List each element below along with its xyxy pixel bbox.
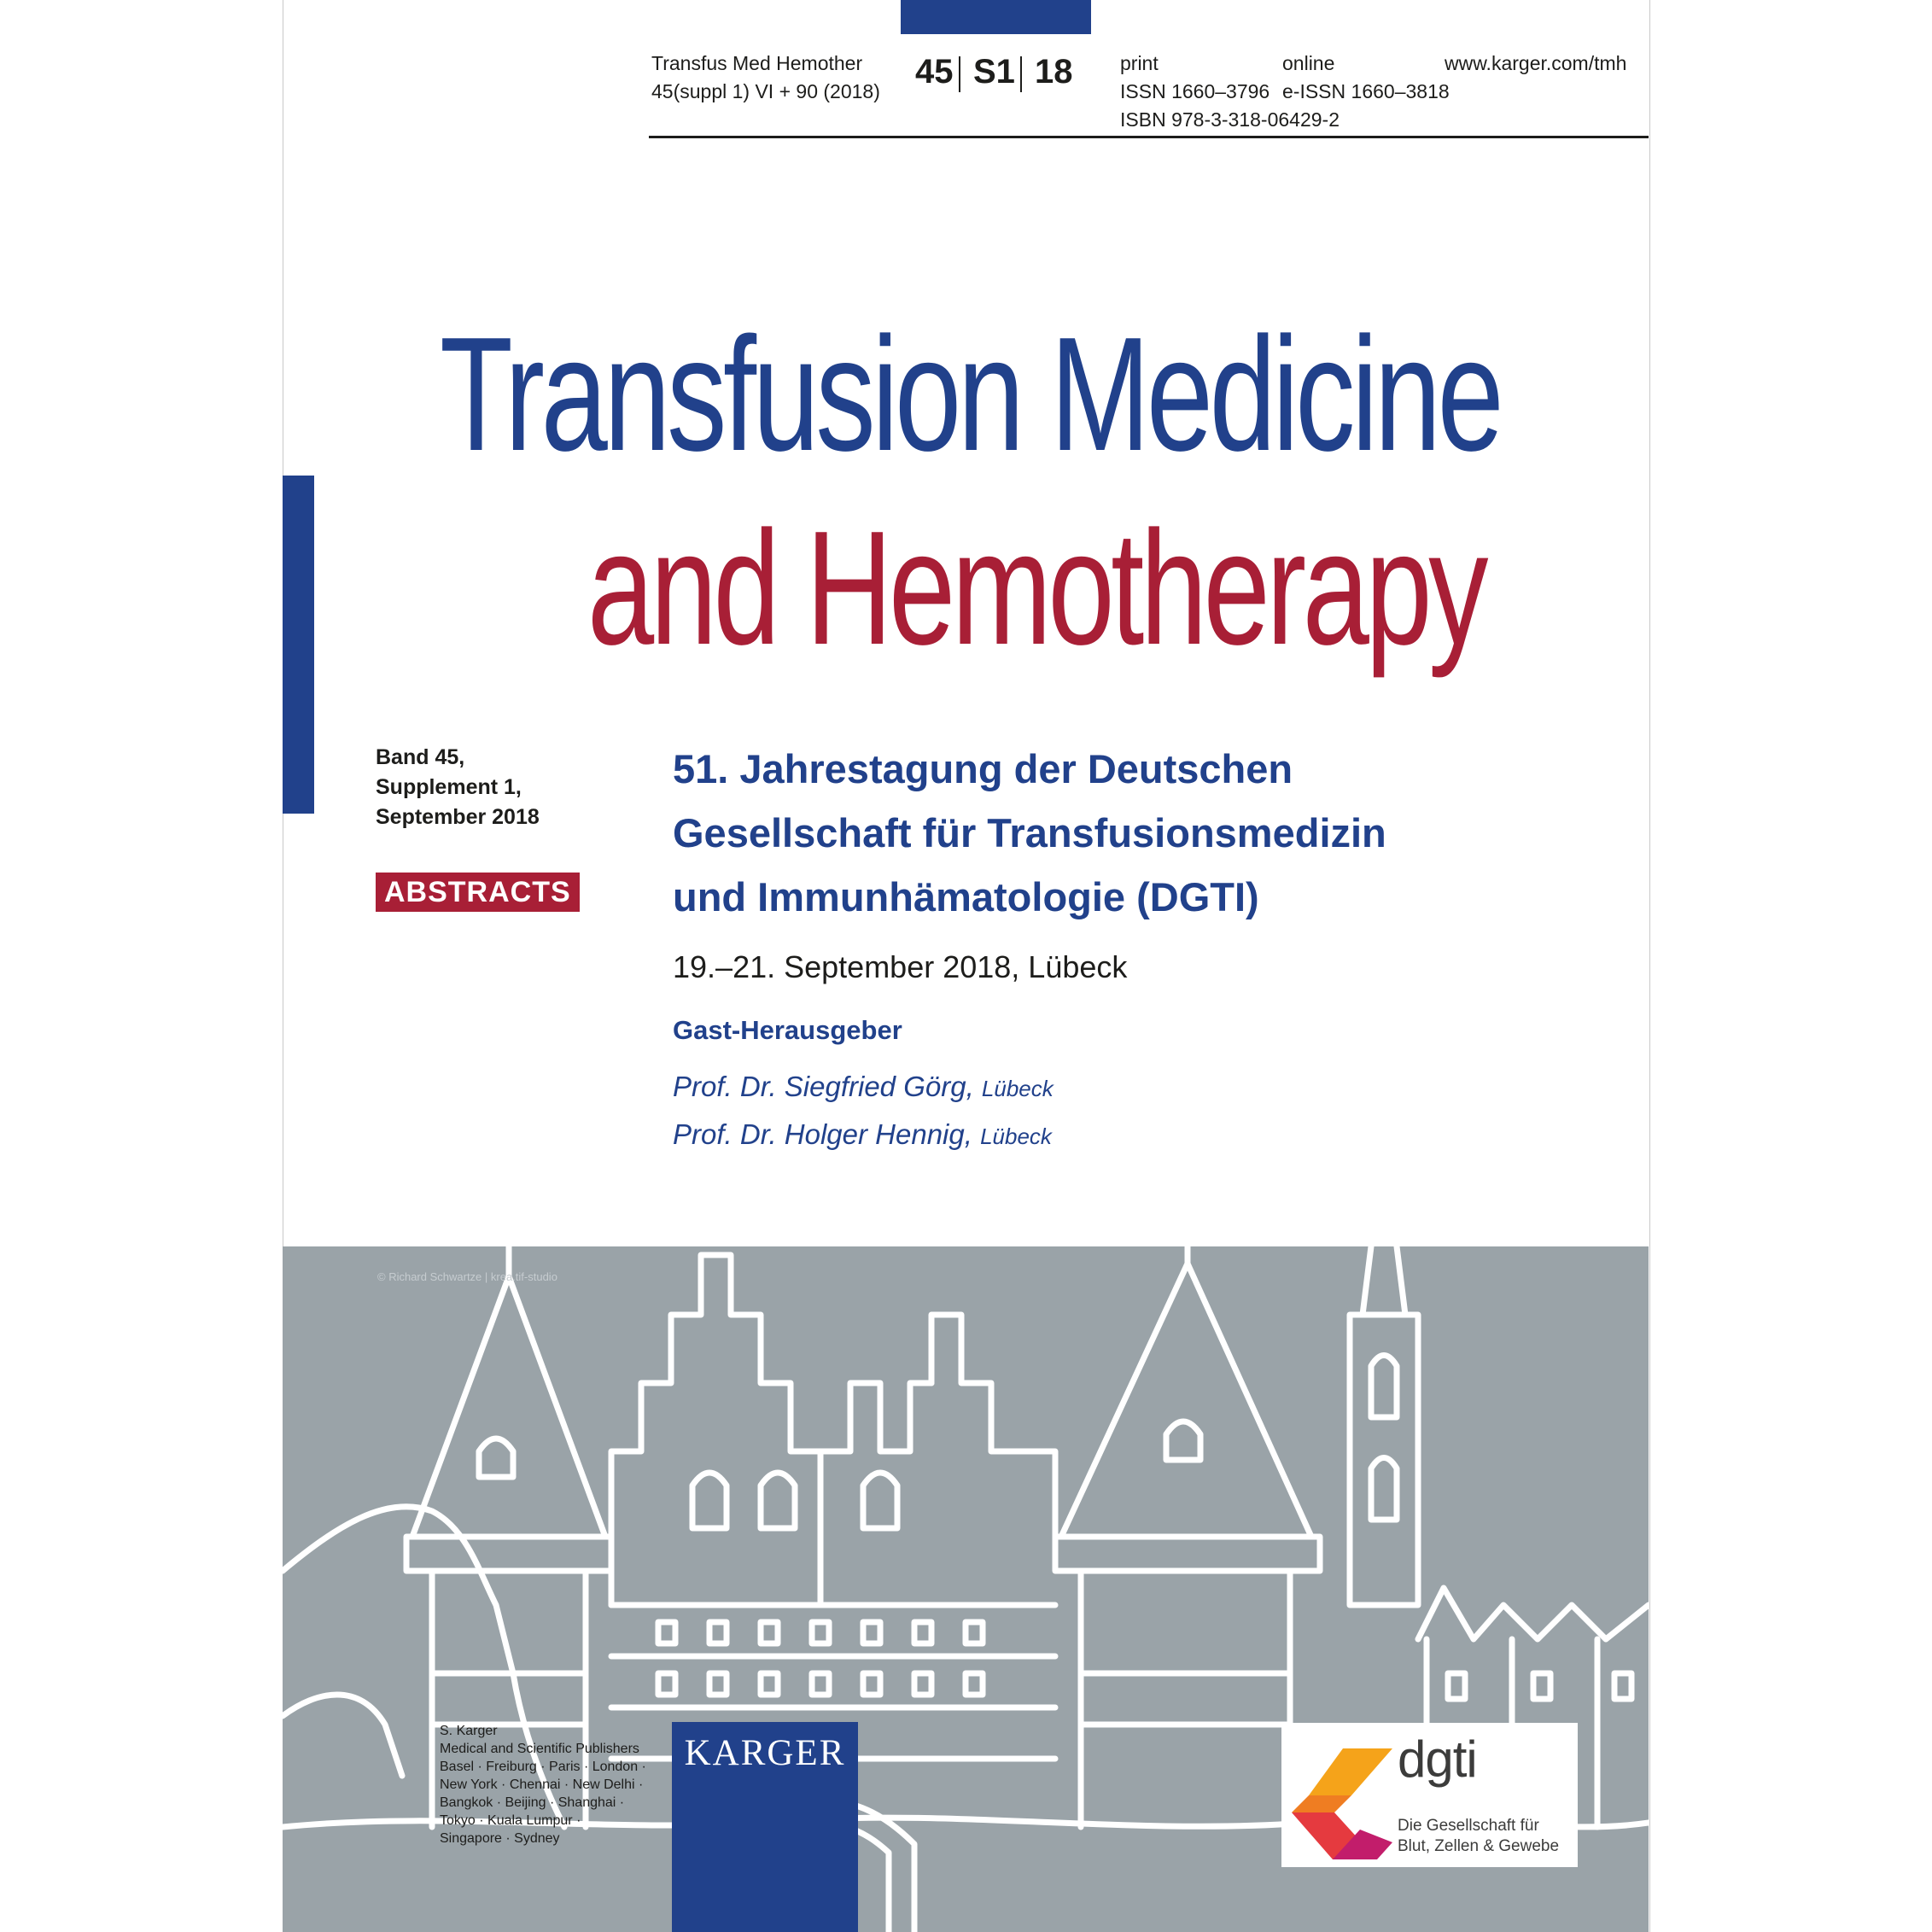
print-issn: ISSN 1660–3796 [1120,80,1270,102]
divider [959,56,960,92]
left-accent-bar [283,476,314,814]
volume-number: 45 [915,53,954,90]
publisher-info [440,1722,646,1847]
issue-band: Band 45, [376,745,465,769]
dgti-logo [1281,1723,1578,1867]
issue-supplement: Supplement 1, [376,775,522,799]
dgti-tagline-1: Die Gesellschaft für [1398,1817,1539,1835]
karger-logo [672,1722,858,1932]
online-label: online [1282,52,1335,74]
issue-date: September 2018 [376,805,540,829]
citation: 45(suppl 1) VI + 90 (2018) [651,80,880,102]
isbn: ISBN 978-3-318-06429-2 [1120,108,1340,131]
image-credit: © Richard Schwartze | krea.tif-studio [377,1270,557,1283]
publisher-line: Bangkok · Beijing · Shanghai · [440,1795,625,1810]
publisher-line: Basel · Freiburg · Paris · London · [440,1760,646,1774]
publisher-line: New York · Chennai · New Delhi · [440,1777,644,1792]
dgti-tagline-2: Blut, Zellen & Gewebe [1398,1837,1560,1855]
top-accent-bar [901,0,1091,34]
header-rule [649,136,1649,138]
editor-name: Prof. Dr. Siegfried Görg, [673,1071,974,1102]
conference-title-line1: 51. Jahrestagung der Deutschen [673,746,1293,791]
editor-name: Prof. Dr. Holger Hennig, [673,1118,972,1150]
editor-1 [673,1071,1054,1103]
publisher-line: Medical and Scientific Publishers [440,1742,639,1756]
publisher-line: S. Karger [440,1724,498,1738]
conference-title-line3: und Immunhämatologie (DGTI) [673,874,1259,919]
journal-title-line1: Transfusion Medicine [440,304,1501,485]
abstracts-badge: ABSTRACTS [376,873,580,912]
journal-abbrev: Transfus Med Hemother [651,52,863,74]
editor-city: Lübeck [980,1124,1052,1149]
conference-title-line2: Gesellschaft für Transfusionsmedizin [673,810,1386,855]
supplement-number: S1 [973,53,1015,90]
year-number: 18 [1035,53,1073,90]
publisher-line: Singapore · Sydney [440,1831,560,1846]
dgti-logo-text: dgti [1398,1731,1477,1788]
online-issn: e-ISSN 1660–3818 [1282,80,1450,102]
conference-date: 19.–21. September 2018, Lübeck [673,949,1128,984]
dgti-mark-icon [1292,1748,1392,1859]
print-label: print [1120,52,1159,74]
divider [1020,56,1022,92]
publisher-line: Tokyo · Kuala Lumpur · [440,1813,581,1828]
editors-heading: Gast-Herausgeber [673,1015,902,1045]
journal-url[interactable]: www.karger.com/tmh [1445,52,1627,74]
karger-logo-text: KARGER [684,1733,846,1773]
journal-title-line2: and Hemotherapy [587,498,1485,679]
editor-city: Lübeck [981,1076,1054,1101]
